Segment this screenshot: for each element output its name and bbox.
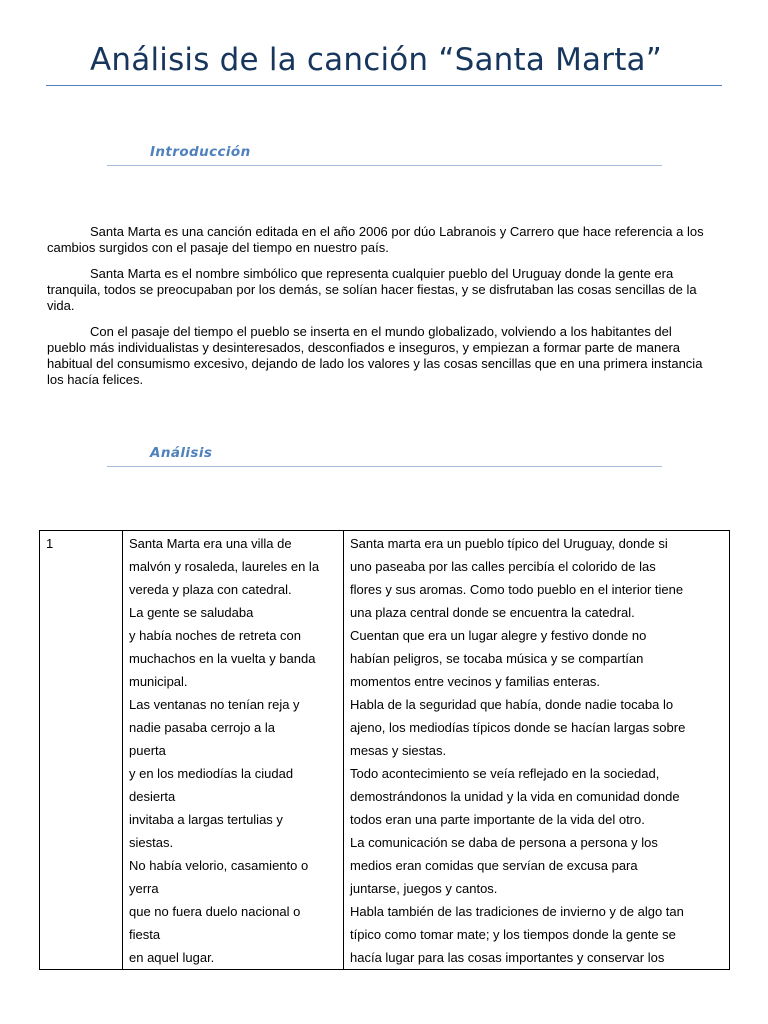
row-number-cell: 1 — [40, 531, 123, 970]
lyrics-line: vereda y plaza con catedral. — [129, 582, 292, 597]
lyrics-line: nadie pasaba cerrojo a la — [129, 720, 275, 735]
lyrics-line: municipal. — [129, 674, 188, 689]
analysis-line: medios eran comidas que servían de excusa para — [350, 858, 638, 873]
analysis-line: La comunicación se daba de persona a persona y los — [350, 835, 658, 850]
lyrics-cell — [123, 531, 344, 970]
lyrics-line: y en los mediodías la ciudad — [129, 766, 294, 781]
lyrics-line: en aquel lugar. — [129, 950, 215, 965]
analysis-heading-rule — [107, 466, 662, 467]
analysis-line: Santa marta era un pueblo típico del Uruguay, donde si — [350, 536, 668, 551]
lyrics-line: que no fuera duelo nacional o — [129, 904, 301, 919]
lyrics-line: No había velorio, casamiento o — [129, 858, 309, 873]
analysis-line: ajeno, los mediodías típicos donde se hacían largas sobre — [350, 720, 686, 735]
lyrics-line: invitaba a largas tertulias y — [129, 812, 283, 827]
lyrics-line: puerta — [129, 743, 166, 758]
intro-body — [47, 224, 711, 398]
document-title: Análisis de la canción “Santa Marta” — [90, 42, 663, 78]
lyrics-line: siestas. — [129, 835, 174, 850]
analysis-line: todos eran una parte importante de la vida del otro. — [350, 812, 645, 827]
intro-heading-rule — [107, 165, 662, 166]
lyrics-line: desierta — [129, 789, 176, 804]
analysis-line: momentos entre vecinos y familias enteras. — [350, 674, 600, 689]
intro-paragraph: Con el pasaje del tiempo el pueblo se inserta en el mundo globalizado, volviendo a los habitantes del pueblo más individualistas y desinteresados, desconfiados e inseguros, y empiezan a formar parte de manera habitual del consumismo excesivo, dejando de lado los valores y las cosas sencillas que en una primera instancia los hacía felices. — [47, 324, 703, 387]
analysis-line: flores y sus aromas. Como todo pueblo en el interior tiene — [350, 582, 684, 597]
analysis-line: Todo acontecimiento se veía reflejado en la sociedad, — [350, 766, 660, 781]
analysis-line: Habla de la seguridad que había, donde nadie tocaba lo — [350, 697, 674, 712]
analysis-cell — [344, 531, 730, 970]
title-underline — [46, 85, 722, 86]
lyrics-line: malvón y rosaleda, laureles en la — [129, 559, 320, 574]
analysis-line: mesas y siestas. — [350, 743, 447, 758]
analysis-line: hacía lugar para las cosas importantes y conservar los — [350, 950, 665, 965]
lyrics-line: yerra — [129, 881, 159, 896]
lyrics-line: fiesta — [129, 927, 161, 942]
analysis-heading: Análisis — [150, 445, 213, 461]
analysis-table — [39, 530, 730, 970]
lyrics-line: Santa Marta era una villa de — [129, 536, 292, 551]
analysis-line: uno paseaba por las calles percibía el colorido de las — [350, 559, 656, 574]
lyrics-line: y había noches de retreta con — [129, 628, 302, 643]
analysis-line: habían peligros, se tocaba música y se compartían — [350, 651, 644, 666]
table-row — [40, 531, 730, 970]
intro-heading: Introducción — [150, 144, 251, 160]
analysis-line: típico como tomar mate; y los tiempos donde la gente se — [350, 927, 676, 942]
analysis-line: demostrándonos la unidad y la vida en comunidad donde — [350, 789, 680, 804]
analysis-line: una plaza central donde se encuentra la catedral. — [350, 605, 635, 620]
analysis-line: Habla también de las tradiciones de invierno y de algo tan — [350, 904, 684, 919]
lyrics-line: muchachos en la vuelta y banda — [129, 651, 316, 666]
intro-paragraph: Santa Marta es una canción editada en el año 2006 por dúo Labranois y Carrero que hace referencia a los cambios surgidos con el pasaje del tiempo en nuestro país. — [47, 224, 704, 255]
analysis-line: Cuentan que era un lugar alegre y festivo donde no — [350, 628, 647, 643]
lyrics-line: Las ventanas no tenían reja y — [129, 697, 300, 712]
lyrics-line: La gente se saludaba — [129, 605, 254, 620]
analysis-line: juntarse, juegos y cantos. — [350, 881, 498, 896]
intro-paragraph: Santa Marta es el nombre simbólico que representa cualquier pueblo del Uruguay donde la gente era tranquila, todos se preocupaban por los demás, se solían hacer fiestas, y se disfrutaban las cosas sencillas de la vida. — [47, 266, 697, 313]
